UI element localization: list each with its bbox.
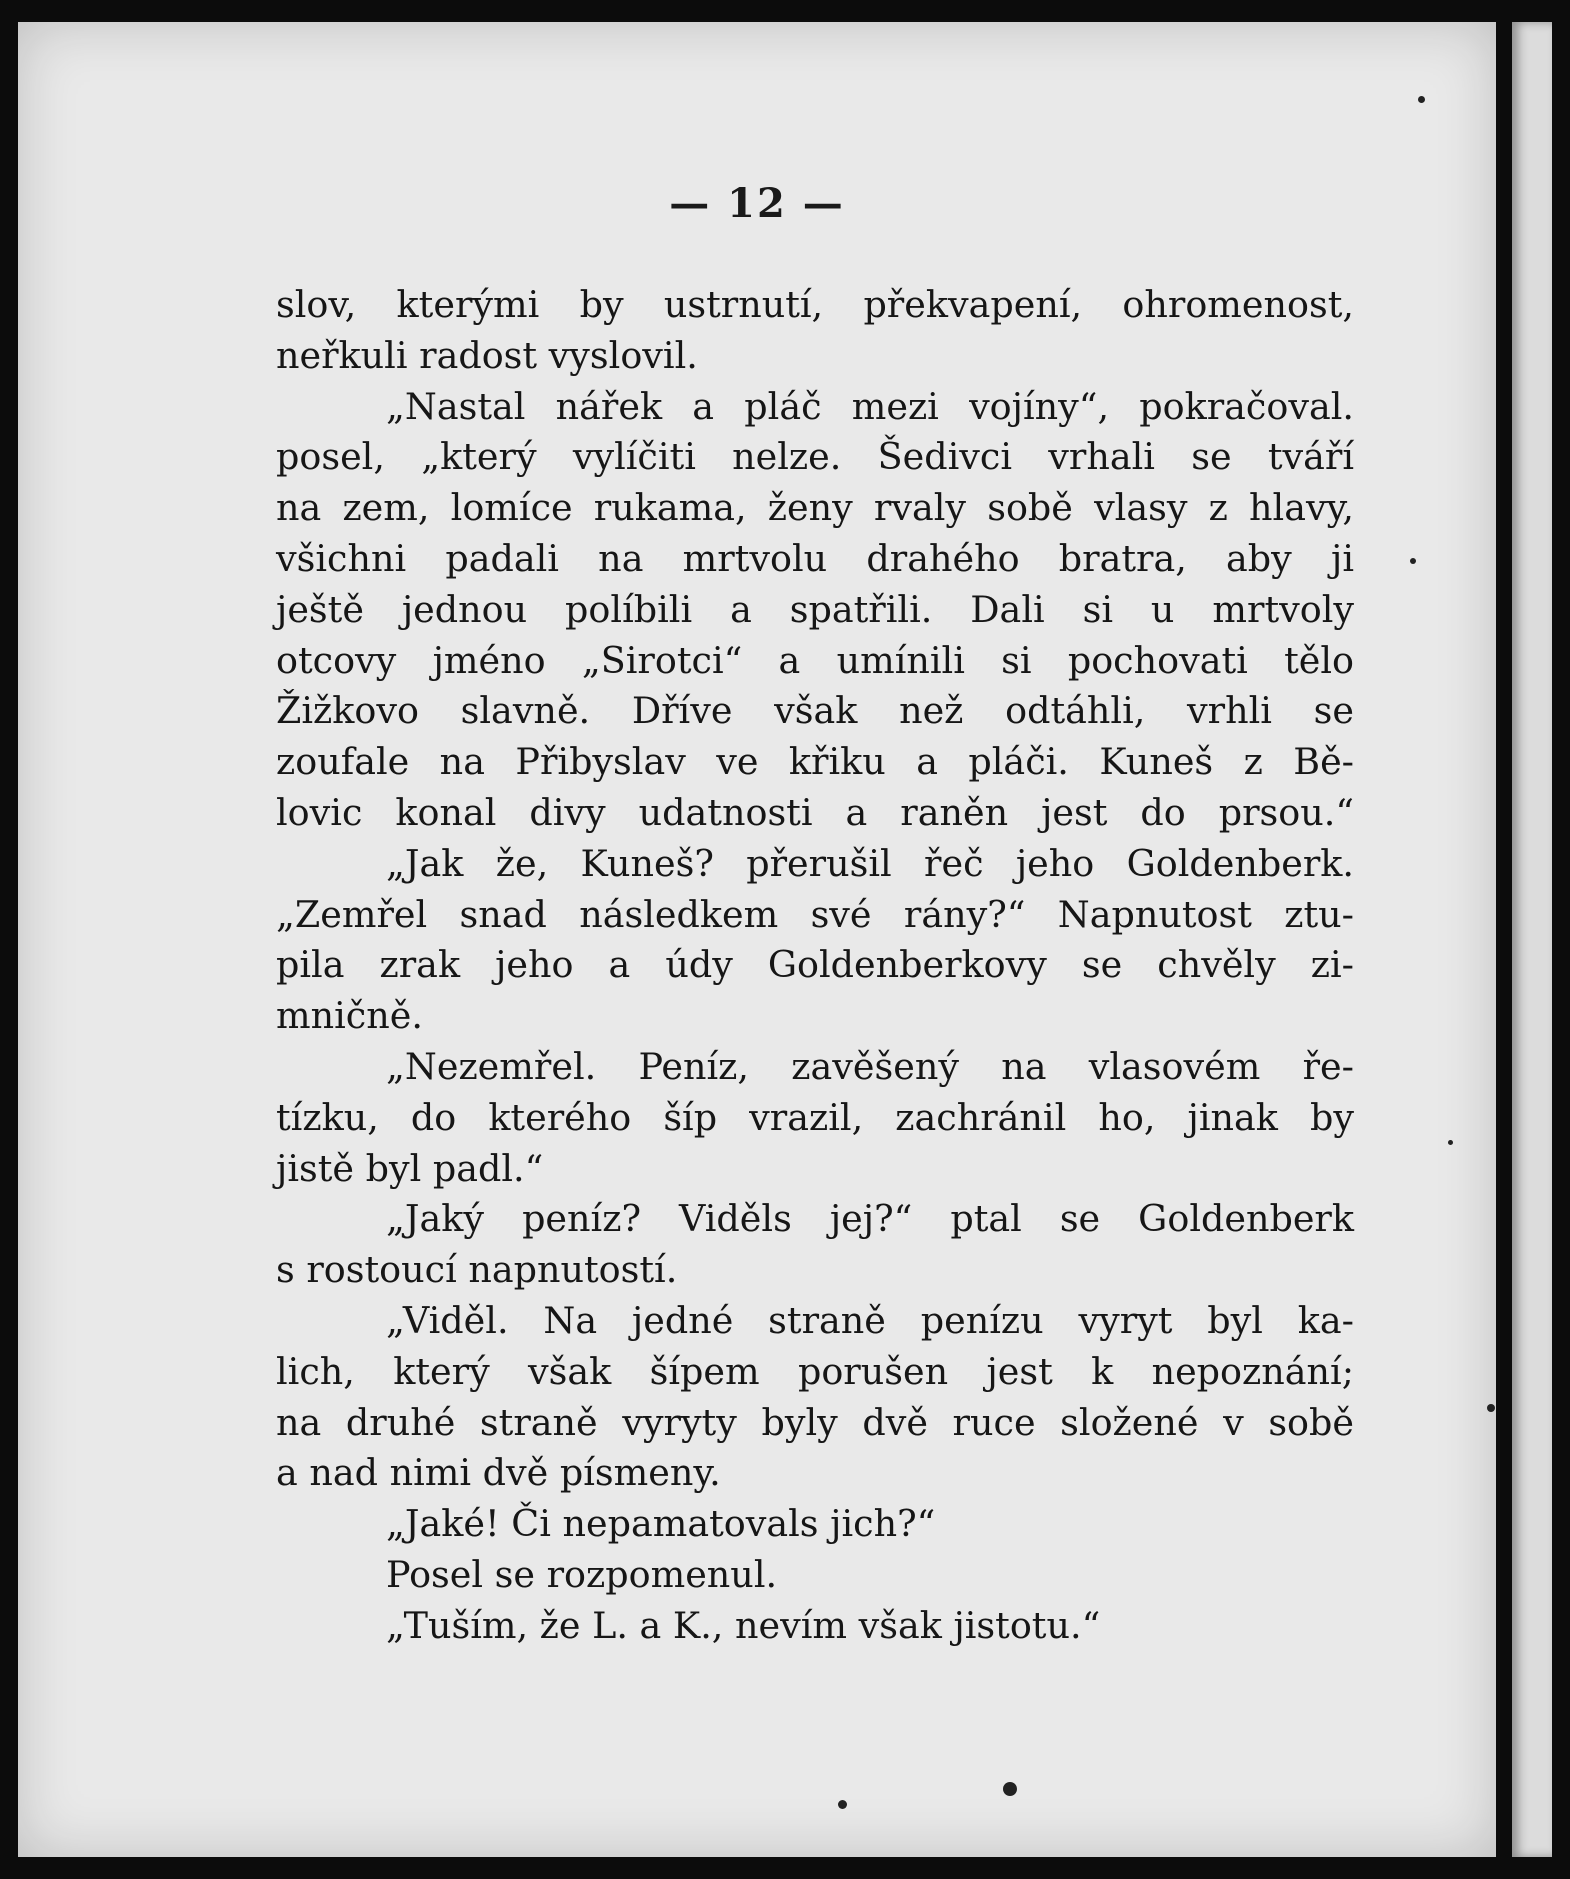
text-line: pila zrak jeho a údy Goldenberkovy se chvěly zi-	[276, 943, 1354, 987]
text-line: „Viděl. Na jedné straně penízu vyryt byl ka-	[386, 1298, 1354, 1342]
text-line: Žižkovo slavně. Dříve však než odtáhli, vrhli se	[276, 689, 1354, 733]
text-line: otcovy jméno „Sirotci“ a umínili si pochovati tělo	[276, 638, 1354, 682]
text-line: posel, „který vylíčiti nelze. Šedivci vrhali se tváří	[276, 435, 1354, 479]
text-line: „Nezemřel. Peníz, zavěšený na vlasovém ře-	[386, 1044, 1354, 1088]
text-line: neřkuli radost vyslovil.	[276, 333, 698, 377]
dust-speck	[1487, 1404, 1495, 1412]
text-line: „Jak že, Kuneš? přerušil řeč jeho Goldenberk.	[386, 841, 1354, 885]
text-line: na zem, lomíce rukama, ženy rvaly sobě vlasy z hlavy,	[276, 486, 1354, 530]
text-line: lovic konal divy udatnosti a raněn jest do prsou.“	[276, 790, 1354, 834]
text-line: a nad nimi dvě písmeny.	[276, 1451, 721, 1495]
dust-speck	[1410, 558, 1416, 564]
text-line: slov, kterými by ustrnutí, překvapení, ohromenost,	[276, 283, 1354, 326]
text-line: ještě jednou políbili a spatřili. Dali si u mrtvoly	[276, 587, 1354, 631]
text-line: „Tuším, že L. a K., nevím však jistotu.“	[386, 1603, 1101, 1647]
text-line: na druhé straně vyryty byly dvě ruce složené v sobě	[276, 1400, 1354, 1444]
text-line: zoufale na Přibyslav ve křiku a pláči. Kuneš z Bě-	[276, 740, 1354, 784]
body-text	[276, 280, 1354, 1652]
dust-speck	[838, 1800, 847, 1809]
dust-speck	[1003, 1782, 1017, 1796]
text-line: Posel se rozpomenul.	[386, 1552, 778, 1596]
text-line: „Jaký peníz? Viděls jej?“ ptal se Goldenberk	[386, 1197, 1354, 1241]
text-line: lich, který však šípem porušen jest k nepoznání;	[276, 1349, 1354, 1393]
dust-speck	[1448, 1140, 1453, 1145]
text-line: tízku, do kterého šíp vrazil, zachránil ho, jinak by	[276, 1095, 1354, 1139]
text-line: „Zemřel snad následkem své rány?“ Napnutost ztu-	[276, 892, 1354, 936]
page-number: — 12 —	[669, 180, 845, 227]
text-line: jistě byl padl.“	[276, 1146, 544, 1190]
text-line: s rostoucí napnutostí.	[276, 1248, 678, 1292]
dust-speck	[1418, 96, 1425, 103]
text-line: „Nastal nářek a pláč mezi vojíny“, pokračoval.	[386, 384, 1354, 428]
text-line: všichni padali na mrtvolu drahého bratra, aby ji	[276, 536, 1354, 580]
text-line: mničně.	[276, 994, 423, 1038]
text-line: „Jaké! Či nepamatovals jich?“	[386, 1502, 936, 1546]
paper-sheet	[18, 22, 1496, 1857]
facing-page-edge	[1512, 22, 1552, 1857]
